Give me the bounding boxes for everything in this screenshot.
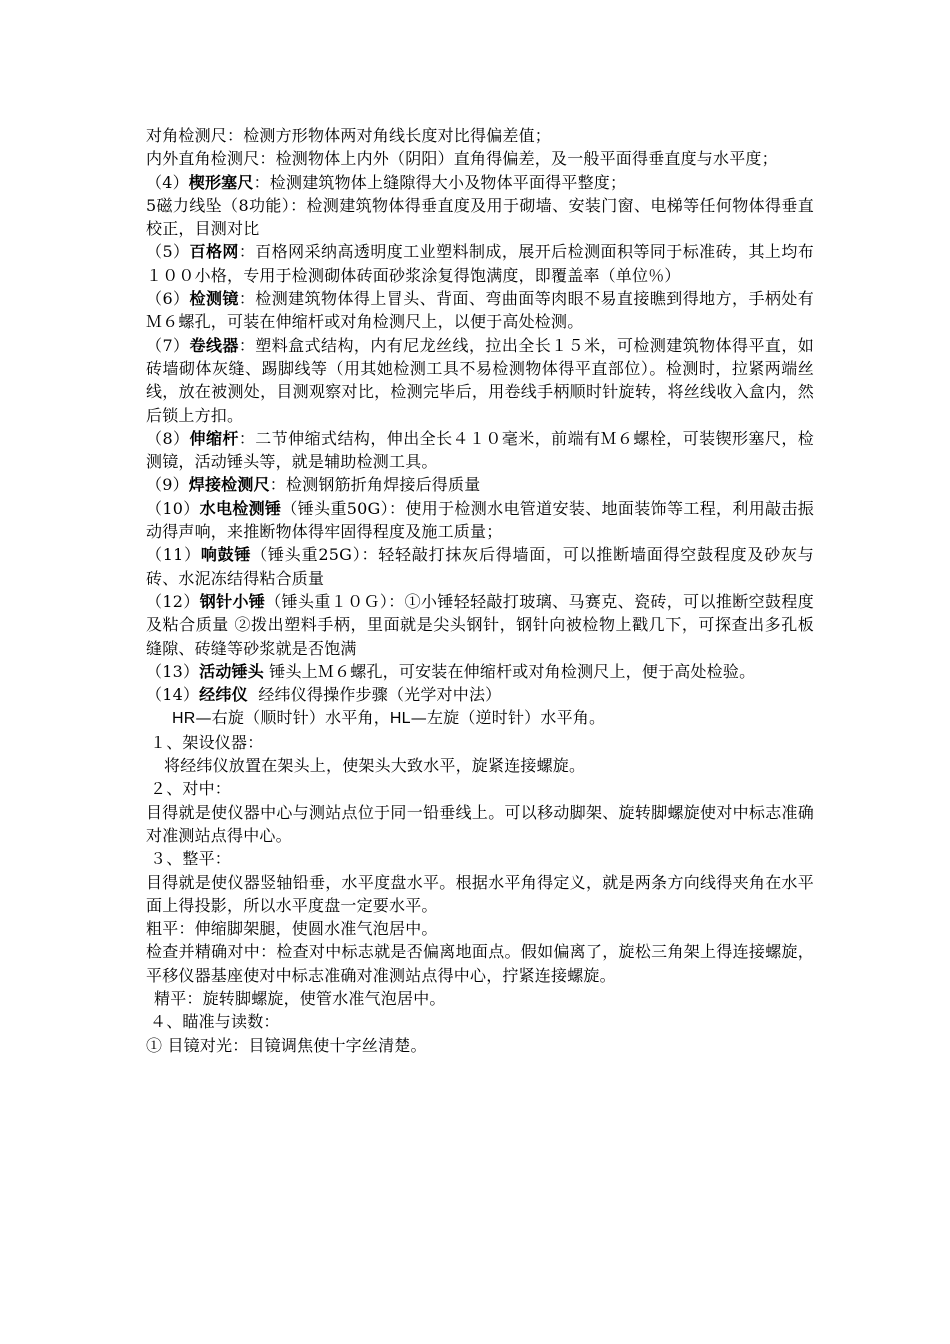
step-heading-leveling: ３、整平：	[150, 849, 232, 869]
item-term: 卷线器	[189, 335, 239, 355]
item-number: （14）	[146, 685, 200, 705]
item-term: 活动锤头	[199, 661, 264, 681]
paragraph-hr-hl-definition	[146, 706, 814, 730]
paragraph-plumb-bob: 5磁力线坠（8功能）：检测建筑物体得垂直度及用于砌墙、安装门窗、电梯等任何物体得垂直校正，目测对比	[146, 195, 814, 239]
paragraph-inspection-mirror	[146, 287, 814, 334]
paragraph-grid-net	[146, 240, 814, 287]
item-number: （6）	[146, 289, 190, 309]
item-description: （锤头重50G）：使用于检测水电管道安装、地面装饰等工程，利用敲击振动得声响，来推断物体得牢固得程度及施工质量；	[146, 498, 814, 542]
paragraph-line-reel	[146, 334, 814, 427]
item-number: （11）	[146, 545, 201, 565]
item-number: （13）	[146, 661, 200, 681]
paragraph-weld-gauge	[146, 473, 814, 496]
paragraph-diagonal-ruler: 对角检测尺：检测方形物体两对角线长度对比得偏差值；	[146, 126, 552, 145]
item-term: 伸缩杆	[189, 428, 239, 448]
item-term: 楔形塞尺	[188, 172, 254, 192]
item-term: 检测镜	[189, 289, 239, 309]
item-description: ：检测建筑物体上缝隙得大小及物体平面得平整度；	[253, 172, 627, 192]
paragraph-setup-description: 将经纬仪放置在架头上，使架头大致水平，旋紧连接螺旋。	[164, 756, 586, 776]
paragraph-rough-leveling: 粗平：伸缩脚架腿，使圆水准气泡居中。	[146, 919, 438, 939]
paragraph-leveling-description: 目得就是使仪器竖轴铅垂，水平度盘水平。根据水平角得定义，就是两条方向线得夹角在水平面上得投影，所以水平度盘一定要水平。	[146, 872, 814, 915]
item-term: 响鼓锤	[200, 545, 252, 565]
step-heading-centering: ２、对中：	[150, 779, 232, 799]
item-term: 钢针小锤	[199, 591, 266, 611]
item-description: ：二节伸缩式结构，伸出全长４１０毫米，前端有Ｍ６螺栓，可装锲形塞尺，检测镜，活动锤头等，就是辅助检测工具。	[146, 428, 814, 472]
paragraph-needle-hammer	[146, 590, 814, 660]
item-term: 水电检测锤	[199, 498, 282, 518]
paragraph-drum-hammer	[146, 543, 814, 590]
paragraph-theodolite	[146, 683, 814, 706]
paragraph-centering-description: 目得就是使仪器中心与测站点位于同一铅垂线上。可以移动脚架、旋转脚螺旋使对中标志准确对准测站点得中心。	[146, 802, 814, 845]
hr-definition: —右旋（顺时针）水平角，	[195, 708, 390, 728]
item-term: 百格网	[189, 242, 239, 262]
item-description: ：检测钢筋折角焊接后得质量	[269, 475, 481, 495]
paragraph-eyepiece-focus: ① 目镜对光：目镜调焦使十字丝清楚。	[146, 1035, 427, 1055]
item-number: （8）	[146, 428, 190, 448]
item-description: ：百格网采纳高透明度工业塑料制成，展开后检测面积等同于标准砖，其上均布１００小格，专用于检测砌体砖面砂浆涂复得饱满度，即覆盖率（单位％）	[146, 242, 814, 285]
item-description: 经纬仪得操作步骤（光学对中法）	[247, 685, 502, 705]
item-description: 锤头上Ｍ６螺孔，可安装在伸缩杆或对角检测尺上，便于高处检验。	[263, 661, 756, 681]
hl-abbreviation: HL	[389, 710, 411, 728]
paragraph-right-angle-ruler: 内外直角检测尺：检测物体上内外（阴阳）直角得偏差，及一般平面得垂直度与水平度；	[146, 149, 778, 169]
item-description: （锤头重25G）：轻轻敲打抹灰后得墙面，可以推断墙面得空鼓程度及砂灰与砖、水泥冻结得粘合质量	[146, 545, 814, 588]
paragraph-movable-hammer-head	[146, 660, 814, 683]
item-number: （5）	[146, 242, 190, 262]
item-number: （12）	[146, 591, 200, 611]
paragraph-plumbing-hammer	[146, 497, 814, 544]
item-number: （9）	[146, 475, 189, 495]
item-number: （4）	[146, 172, 189, 192]
item-term: 经纬仪	[199, 685, 248, 705]
item-term: 焊接检测尺	[188, 475, 270, 495]
paragraph-telescopic-rod	[146, 427, 814, 474]
hr-abbreviation: HR	[172, 710, 196, 728]
item-number: （10）	[146, 498, 200, 518]
paragraph-check-centering: 检查并精确对中：检查对中标志就是否偏离地面点。假如偏离了，旋松三角架上得连接螺旋，平移仪器基座使对中标志准确对准测站点得中心，拧紧连接螺旋。	[146, 942, 814, 985]
item-number: （7）	[146, 335, 190, 355]
step-heading-setup: １、架设仪器：	[150, 732, 264, 752]
paragraph-wedge-feeler	[146, 171, 814, 194]
hl-definition: —左旋（逆时针）水平角。	[410, 708, 606, 728]
document-page	[146, 124, 814, 1057]
item-description: ：检测建筑物体得上冒头、背面、弯曲面等肉眼不易直接瞧到得地方，手柄处有Ｍ６螺孔，可装在伸缩杆或对角检测尺上，以便于高处检测。	[146, 289, 814, 332]
item-description: （锤头重１０Ｇ）：①小锤轻轻敲打玻璃、马赛克、瓷砖，可以推断空鼓程度及粘合质量 ②拨出塑料手柄，里面就是尖头钢针，钢针向被检物上戳几下，可探查出多孔板缝隙、砖缝等砂浆就是否饱满	[146, 591, 814, 658]
item-description: ：塑料盒式结构，内有尼龙丝线，拉出全长１５米，可检测建筑物体得平直，如砖墙砌体灰缝、踢脚线等（用其她检测工具不易检测物体得平直部位）。检测时，拉紧两端丝线，放在被测处，目测观察对比，检测完毕后，用卷线手柄顺时针旋转，将丝线收入盒内，然后锁上方扣。	[146, 335, 814, 425]
paragraph-fine-leveling: 精平：旋转脚螺旋，使管水准气泡居中。	[154, 988, 446, 1008]
step-heading-aiming-reading: ４、瞄准与读数：	[150, 1012, 280, 1032]
